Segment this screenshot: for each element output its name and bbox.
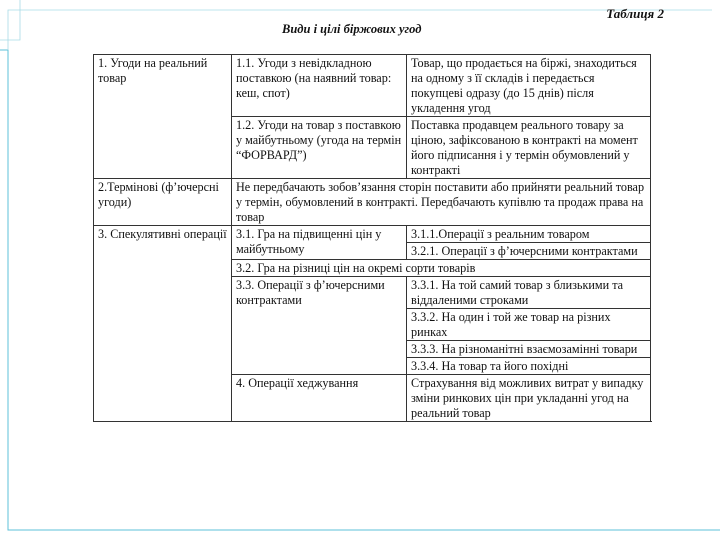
row3-sub3d: 3.3.4. На товар та його похідні <box>407 358 651 375</box>
row1-sub2: 1.2. Угоди на товар з поставкою у майбутньому (угода на термін “ФОРВАРД”) <box>232 117 407 179</box>
row2-desc: Не передбачають зобов’язання сторін поставити або прийняти реальний товар у термін, обумовлений в контракті. Передбачають купівлю та продаж права на товар <box>232 179 651 226</box>
row1-category: 1. Угоди на реальний товар <box>94 55 232 179</box>
row1-desc2: Поставка продавцем реального товару за ціною, зафіксованою в контракті на момент його підписання і у термін обумовлений у контракті <box>407 117 651 179</box>
row3-sub2: 3.2. Гра на різниці цін на окремі сорти товарів <box>232 260 651 277</box>
row3-sub3b: 3.3.2. На один і той же товар на різних ринках <box>407 309 651 341</box>
row4-category: 4. Операції хеджування <box>232 375 407 422</box>
table-caption: Таблиця 2 <box>606 6 664 21</box>
row1-sub1: 1.1. Угоди з невідкладною поставкою (на наявний товар: кеш, спот) <box>232 55 407 117</box>
row4-desc: Страхування від можливих витрат у випадку зміни ринкових цін при укладанні угод на реальний товар <box>407 375 651 422</box>
row3-sub3c: 3.3.3. На різноманітні взаємозамінні товари <box>407 341 651 358</box>
table-row <box>94 226 651 243</box>
row1-desc1: Товар, що продається на біржі, знаходиться на одному з її складів і передається покупцеві одразу (до 15 днів) після укладення угод <box>407 55 651 117</box>
row3-sub1a: 3.1.1.Операції з реальним товаром <box>407 226 651 243</box>
row3-sub3a: 3.3.1. На той самий товар з близькими та віддаленими строками <box>407 277 651 309</box>
row3-sub1b: 3.2.1. Операції з ф’ючерсними контрактами <box>407 243 651 260</box>
table-title: Види і цілі біржових угод <box>282 22 422 36</box>
row3-sub3: 3.3. Операції з ф’ючерсними контрактами <box>232 277 407 375</box>
table-row <box>94 55 651 117</box>
deal-types-table <box>93 54 651 422</box>
row3-category: 3. Спекулятивні операції <box>94 226 232 422</box>
table-row <box>94 179 651 226</box>
row2-category: 2.Термінові (ф’ючерсні угоди) <box>94 179 232 226</box>
row3-sub1: 3.1. Гра на підвищенні цін у майбутньому <box>232 226 407 260</box>
